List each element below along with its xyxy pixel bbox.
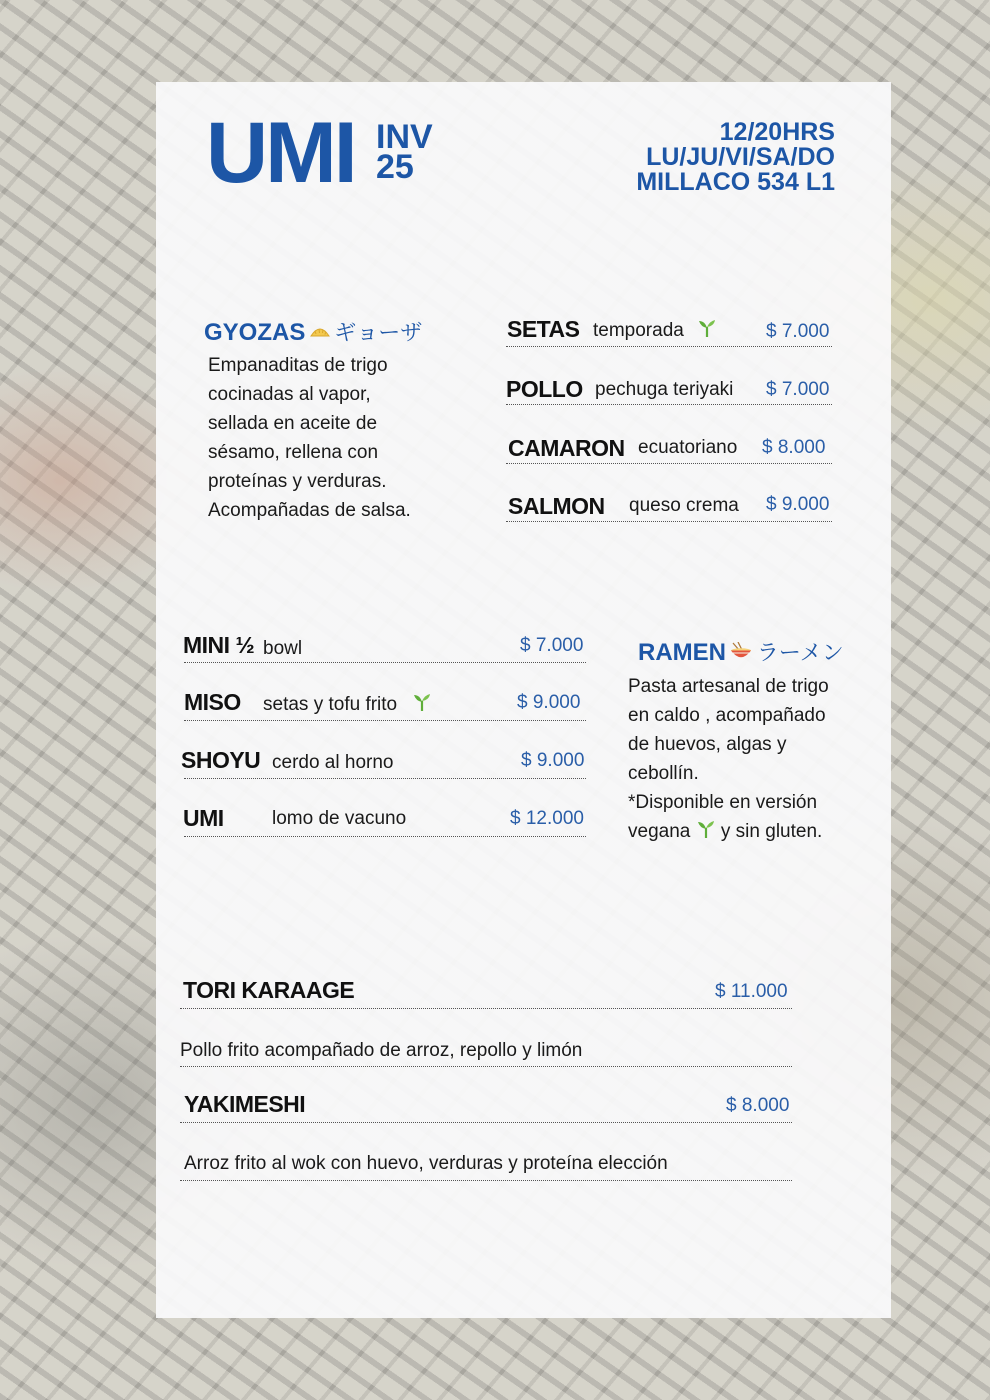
ramen-desc-line: de huevos, algas y — [628, 734, 787, 755]
dotted-divider — [506, 346, 832, 347]
dotted-divider — [180, 1008, 792, 1009]
gyozas-desc-line: cocinadas al vapor, — [208, 384, 371, 405]
dotted-divider — [184, 662, 586, 663]
ramen-desc-line: *Disponible en versión — [628, 792, 818, 813]
dotted-divider — [184, 720, 586, 721]
gyozas-description — [208, 351, 411, 525]
gyozas-desc-line: Empanaditas de trigo — [208, 355, 388, 376]
vegan-sprout-icon — [412, 692, 432, 712]
gyozas-japanese: ギョーザ — [334, 320, 423, 345]
item-price: $ 9.000 — [766, 494, 830, 515]
ramen-desc-line: en caldo , acompañado — [628, 705, 826, 726]
item-desc — [593, 318, 717, 342]
ramen-vegan-label: vegana — [628, 821, 691, 842]
item-desc: Arroz frito al wok con huevo, verduras y proteína elección — [184, 1153, 668, 1174]
ramen-gluten-free-label: y sin gluten. — [720, 821, 823, 842]
menu-card — [156, 82, 891, 1318]
gyozas-desc-line: sésamo, rellena con — [208, 442, 379, 463]
gyozas-desc-line: sellada en aceite de — [208, 413, 378, 434]
dotted-divider — [180, 1066, 792, 1067]
opening-hours: 12/20HRS — [719, 118, 835, 146]
season-label — [376, 118, 433, 186]
item-price: $ 8.000 — [762, 437, 826, 458]
season-line-2: 25 — [376, 148, 414, 186]
item-price: $ 9.000 — [517, 692, 581, 713]
ramen-desc-vegan-line — [628, 817, 829, 846]
dotted-divider — [180, 1180, 792, 1181]
item-desc — [263, 692, 432, 716]
item-desc: ecuatoriano — [638, 437, 738, 458]
item-desc: bowl — [263, 638, 303, 659]
gyozas-desc-line: proteínas y verduras. — [208, 471, 387, 492]
item-price: $ 7.000 — [520, 635, 584, 656]
item-desc-text: temporada — [593, 320, 684, 341]
gyozas-heading — [204, 316, 422, 347]
ramen-title: RAMEN — [638, 639, 726, 666]
item-desc: pechuga teriyaki — [595, 379, 734, 400]
item-name: CAMARON — [508, 435, 625, 461]
item-name: SHOYU — [181, 747, 261, 773]
dumpling-icon — [310, 324, 330, 340]
ramen-desc-line: Pasta artesanal de trigo — [628, 676, 829, 697]
ramen-japanese: ラーメン — [756, 640, 844, 665]
opening-days: LU/JU/VI/SA/DO — [646, 143, 835, 171]
item-price: $ 8.000 — [726, 1095, 790, 1116]
item-price: $ 11.000 — [715, 981, 788, 1002]
ramen-heading — [638, 636, 844, 667]
logo: UMI — [206, 105, 355, 201]
item-price: $ 7.000 — [766, 379, 830, 400]
item-name: TORI KARAAGE — [183, 977, 355, 1003]
ramen-bowl-icon — [730, 642, 752, 660]
dotted-divider — [180, 1122, 792, 1123]
item-desc-text: setas y tofu frito — [263, 694, 398, 715]
item-price: $ 12.000 — [510, 808, 584, 829]
gyozas-title: GYOZAS — [204, 319, 306, 346]
item-desc: lomo de vacuno — [272, 808, 407, 829]
address: MILLACO 534 L1 — [636, 168, 835, 196]
item-name: SALMON — [508, 493, 605, 519]
season-line-1: INV — [376, 118, 433, 156]
vegan-sprout-icon — [696, 819, 716, 839]
gyozas-desc-line: Acompañadas de salsa. — [208, 500, 411, 521]
item-desc: queso crema — [629, 495, 739, 516]
item-name: UMI — [183, 805, 224, 831]
item-desc: cerdo al horno — [272, 752, 394, 773]
dotted-divider — [184, 778, 586, 779]
item-desc: Pollo frito acompañado de arroz, repollo y limón — [180, 1040, 583, 1061]
item-name: POLLO — [506, 376, 583, 402]
ramen-description — [628, 672, 829, 846]
item-name: MISO — [184, 689, 241, 715]
item-price: $ 9.000 — [521, 750, 585, 771]
dotted-divider — [506, 463, 832, 464]
item-name: MINI ½ — [183, 632, 255, 658]
item-name: SETAS — [507, 316, 580, 342]
item-name: YAKIMESHI — [184, 1091, 306, 1117]
vegan-sprout-icon — [697, 318, 717, 338]
opening-info — [636, 120, 835, 195]
dotted-divider — [184, 836, 586, 837]
dotted-divider — [506, 404, 832, 405]
item-price: $ 7.000 — [766, 321, 830, 342]
ramen-desc-line: cebollín. — [628, 763, 699, 784]
dotted-divider — [506, 521, 832, 522]
